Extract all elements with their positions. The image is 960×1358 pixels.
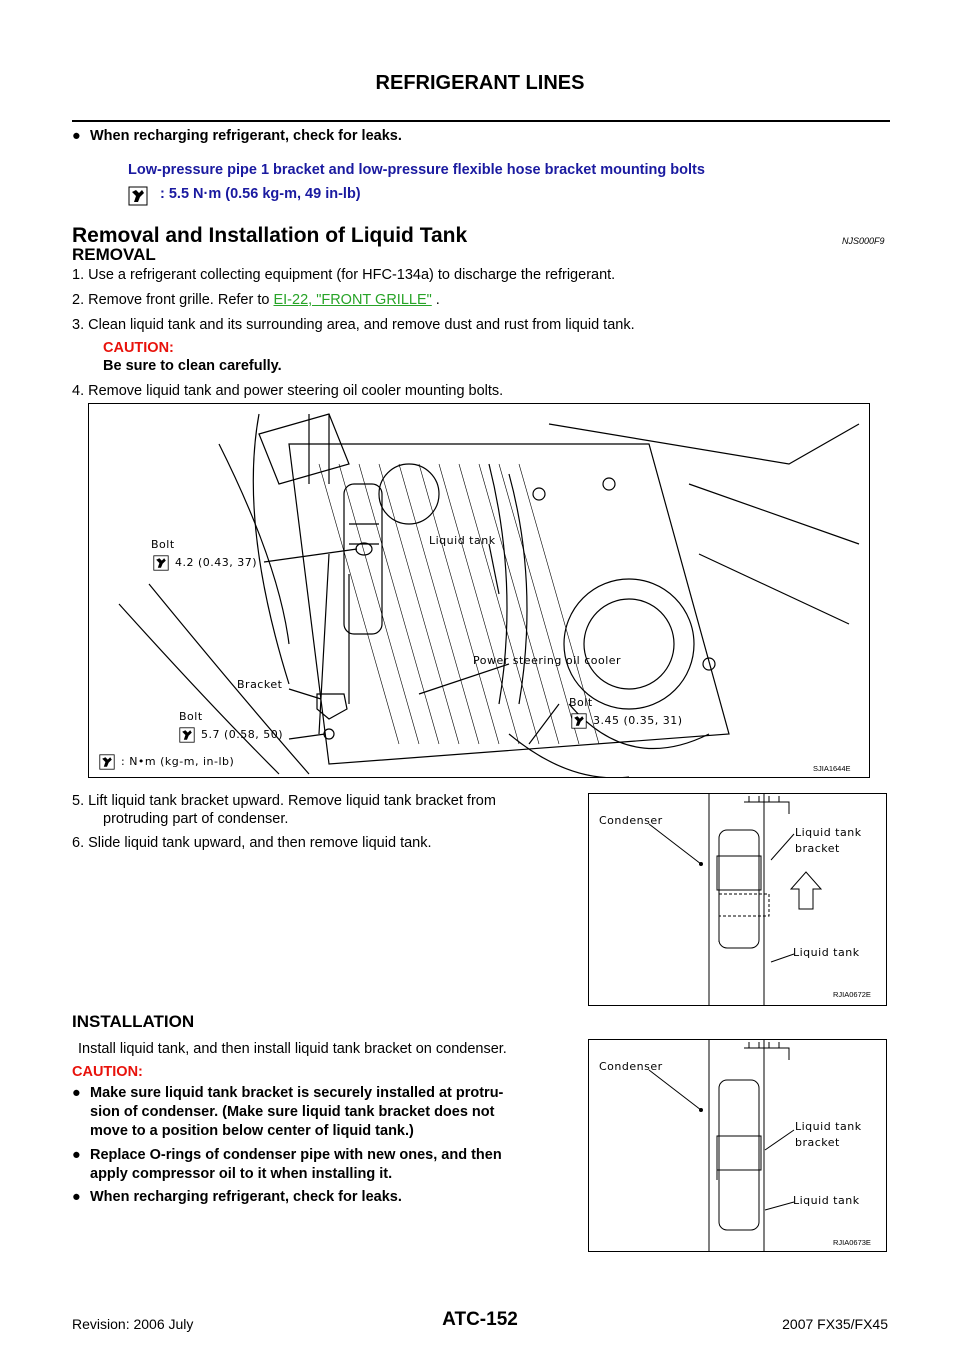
caution-text: Be sure to clean carefully. <box>103 358 282 374</box>
fig1-bolt2-label: Bolt <box>179 710 203 723</box>
figure-bracket-lift <box>588 793 887 1006</box>
fig3-condenser-label: Condenser <box>599 1060 663 1073</box>
install-bullet-2-line-2: apply compressor oil to it when installing it. <box>90 1166 393 1182</box>
page-number: ATC-152 <box>442 1309 518 1330</box>
torque-wrench-icon <box>179 727 195 748</box>
bullet-icon: ● <box>72 1189 81 1205</box>
header-rule <box>72 120 890 122</box>
fig1-bolt3-torque: 3.45 (0.35, 31) <box>593 714 683 727</box>
install-bullet-1 <box>72 1084 503 1141</box>
figure-liquid-tank-removal <box>88 403 870 778</box>
fig1-units-legend: : N•m (kg-m, in-lb) <box>121 755 235 768</box>
fig3-bracket-label: Liquid tank <box>795 1120 862 1133</box>
step-4: 4. Remove liquid tank and power steering oil cooler mounting bolts. <box>72 383 504 399</box>
figure-bracket-install <box>588 1039 887 1252</box>
step-2 <box>72 291 440 309</box>
fig1-bolt3-label: Bolt <box>569 696 593 709</box>
fig1-code: SJIA1644E <box>813 764 851 773</box>
section-title: Removal and Installation of Liquid Tank <box>72 224 468 247</box>
caution-label: CAUTION: <box>103 340 174 356</box>
page-header-title: REFRIGERANT LINES <box>375 72 585 94</box>
step-1: 1. Use a refrigerant collecting equipment (for HFC-134a) to discharge the refrigerant. <box>72 267 616 283</box>
step-2-text: 2. Remove front grille. Refer to <box>72 292 274 308</box>
bullet-icon: ● <box>72 1147 81 1163</box>
fig2-liquid-tank-label: Liquid tank <box>793 946 860 959</box>
install-text: Install liquid tank, and then install liquid tank bracket on condenser. <box>78 1041 507 1057</box>
fig3-code: RJIA0673E <box>833 1238 871 1247</box>
footer-revision: Revision: 2006 July <box>72 1316 194 1332</box>
torque-wrench-icon <box>571 713 587 734</box>
fig1-bolt-label: Bolt <box>151 538 175 551</box>
torque-spec-value: : 5.5 N·m (0.56 kg-m, 49 in-lb) <box>160 186 361 202</box>
bullet-icon: ● <box>72 1085 81 1101</box>
front-grille-link[interactable]: EI-22, "FRONT GRILLE" <box>273 292 432 308</box>
fig1-bolt2-torque: 5.7 (0.58, 50) <box>201 728 284 741</box>
bullet-icon: ● <box>72 128 81 144</box>
footer-model: 2007 FX35/FX45 <box>782 1316 888 1332</box>
install-caution-label: CAUTION: <box>72 1064 143 1080</box>
torque-wrench-icon <box>128 186 148 211</box>
top-bullet <box>72 128 402 144</box>
removal-heading: REMOVAL <box>72 245 156 264</box>
install-bullet-1-line-1: Make sure liquid tank bracket is securely installed at protru- <box>90 1085 504 1101</box>
torque-wrench-icon <box>153 555 169 576</box>
fig2-bracket-label: Liquid tank <box>795 826 862 839</box>
torque-wrench-icon <box>99 754 115 775</box>
fig2-condenser-label: Condenser <box>599 814 663 827</box>
fig1-bolt-torque: 4.2 (0.43, 37) <box>175 556 258 569</box>
install-bullet-3-text: When recharging refrigerant, check for leaks. <box>90 1189 402 1205</box>
step-6: 6. Slide liquid tank upward, and then remove liquid tank. <box>72 835 432 851</box>
step-3: 3. Clean liquid tank and its surrounding area, and remove dust and rust from liquid tank. <box>72 317 635 333</box>
install-bullet-1-line-3: move to a position below center of liquid tank.) <box>90 1123 414 1139</box>
torque-spec-title: Low-pressure pipe 1 bracket and low-pressure flexible hose bracket mounting bolts <box>128 162 705 178</box>
fig2-code: RJIA0672E <box>833 990 871 999</box>
fig3-bracket-label-2: bracket <box>795 1136 840 1149</box>
step-2-end: . <box>431 292 440 308</box>
install-bullet-3 <box>72 1188 402 1207</box>
fig1-bracket-label: Bracket <box>237 678 283 691</box>
fig3-liquid-tank-label: Liquid tank <box>793 1194 860 1207</box>
installation-heading: INSTALLATION <box>72 1012 195 1031</box>
top-bullet-text: When recharging refrigerant, check for leaks. <box>90 128 402 144</box>
step-5-cont: protruding part of condenser. <box>103 811 289 827</box>
figure-1-drawing <box>89 404 869 777</box>
fig1-power-steering-label: Power steering oil cooler <box>473 654 622 667</box>
install-bullet-2-line-1: Replace O-rings of condenser pipe with new ones, and then <box>90 1147 502 1163</box>
section-id: NJS000F9 <box>842 236 885 246</box>
install-bullet-2 <box>72 1146 502 1184</box>
fig1-liquid-tank-label: Liquid tank <box>429 534 496 547</box>
install-bullet-1-line-2: sion of condenser. (Make sure liquid tank bracket does not <box>90 1104 495 1120</box>
fig2-bracket-label-2: bracket <box>795 842 840 855</box>
step-5: 5. Lift liquid tank bracket upward. Remove liquid tank bracket from <box>72 793 496 809</box>
